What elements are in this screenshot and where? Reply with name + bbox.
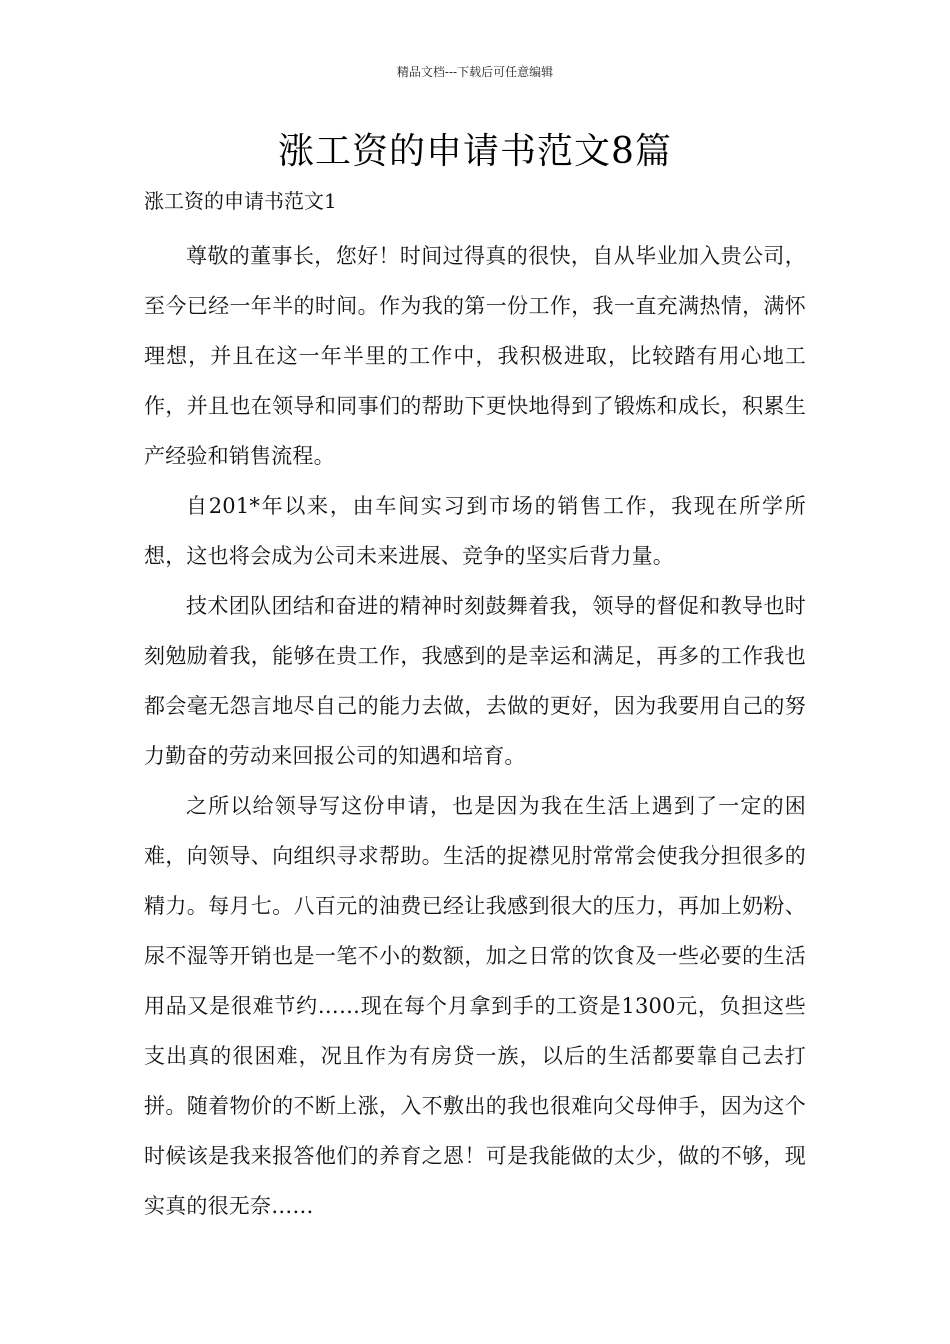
paragraph-3: 技术团队团结和奋进的精神时刻鼓舞着我，领导的督促和教导也时刻勉励着我，能够在贵工作，我感到的是幸运和满足，再多的工作我也都会毫无怨言地尽自己的能力去做，去做的更好，因为我要用自己的努力勤奋的劳动来回报公司的知遇和培育。 bbox=[144, 594, 806, 768]
paragraph-1: 尊敬的董事长，您好！时间过得真的很快，自从毕业加入贵公司，至今已经一年半的时间。作为我的第一份工作，我一直充满热情，满怀理想，并且在这一年半里的工作中，我积极进取，比较踏有用心地工作，并且也在领导和同事们的帮助下更快地得到了锻炼和成长，积累生产经验和销售流程。 bbox=[144, 244, 806, 468]
section-subtitle: 涨工资的申请书范文1 bbox=[144, 189, 337, 213]
document-body bbox=[144, 185, 806, 1231]
page-header: 精品文档---下载后可任意编辑 bbox=[396, 65, 554, 79]
paragraph-4: 之所以给领导写这份申请，也是因为我在生活上遇到了一定的困难，向领导、向组织寻求帮助。生活的捉襟见肘常常会使我分担很多的精力。每月七。八百元的油费已经让我感到很大的压力，再加上奶粉、尿不湿等开销也是一笔不小的数额，加之日常的饮食及一些必要的生活用品又是很难节约……现在每个月拿到手的工资是1300元，负担这些支出真的很困难，况且作为有房贷一族，以后的生活都要靠自己去打拼。随着物价的不断上涨，入不敷出的我也很难向父母伸手，因为这个时候该是我来报答他们的养育之恩！可是我能做的太少，做的不够，现实真的很无奈…… bbox=[144, 794, 806, 1218]
document-title: 涨工资的申请书范文8篇 bbox=[278, 131, 672, 172]
paragraph-2: 自201*年以来，由车间实习到市场的销售工作，我现在所学所想，这也将会成为公司未来进展、竞争的坚实后背力量。 bbox=[144, 494, 806, 568]
